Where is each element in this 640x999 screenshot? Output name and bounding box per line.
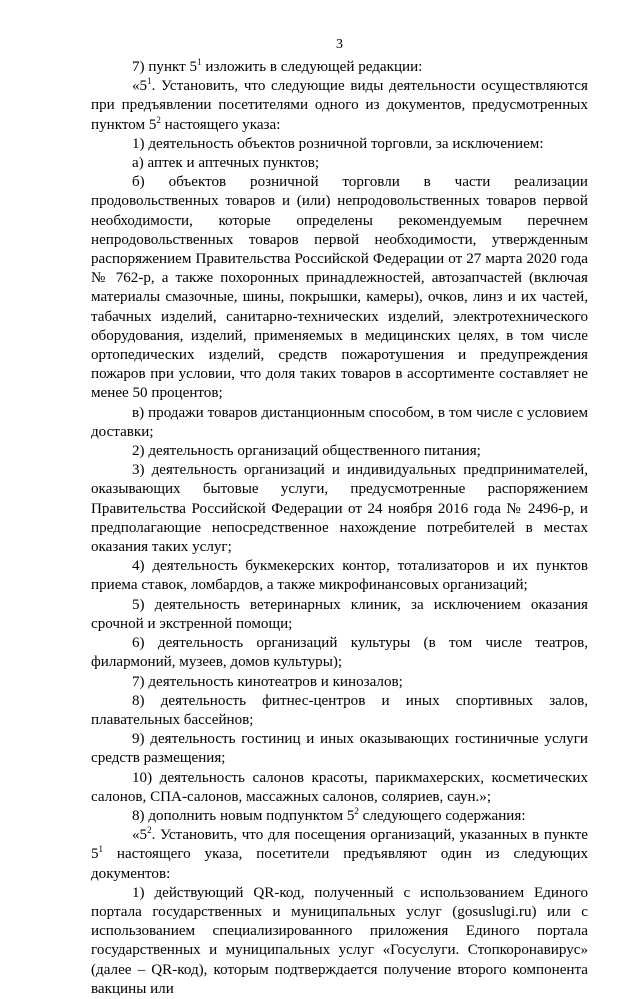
paragraph — [91, 769, 588, 807]
paragraph-text: 7) пункт 5 — [132, 59, 198, 75]
paragraph — [91, 826, 588, 884]
paragraph-text: 1) деятельность объектов розничной торговли, за исключением: — [132, 135, 544, 152]
superscript: 1 — [197, 57, 202, 67]
paragraph-text: 10) деятельность салонов красоты, парикмахерских, косметических салонов, СПА-салонов, массажных салонов, соляриев, саун.»; — [91, 769, 588, 805]
paragraph-text: 9) деятельность гостиниц и иных оказывающих гостиничные услуги средств размещения; — [91, 731, 588, 767]
paragraph-text: 8) деятельность фитнес-центров и иных спортивных залов, плавательных бассейнов; — [91, 692, 588, 728]
superscript: 2 — [147, 825, 152, 836]
paragraph-text: а) аптек и аптечных пунктов; — [132, 155, 320, 172]
paragraph-text: в) продажи товаров дистанционным способом, в том числе с условием доставки; — [91, 404, 588, 440]
paragraph — [91, 404, 588, 442]
paragraph — [91, 730, 588, 768]
paragraph-text: б) объектов розничной торговли в части реализации продовольственных товаров и (или) непродовольственных товаров первой необходимости, которые определены рекомендуемым перечнем непродовольственных товаров первой необходимости, утвержденным распоряжением Правительства Российской Федерации от 27 марта 2020 года № 762-р, а также похоронных принадлежностей, автозапчастей (включая материалы смазочные, шины, покрышки, камеры), очков, линз и их частей, табачных изделий, санитарно-технических изделий, электротехнического оборудования, изделий, применяемых в медицинских целях, в том числе ортопедических изделий, средств пожаротушения и предупреждения пожаров при условии, что доля таких товаров в ассортименте составляет не менее 50 процентов; — [91, 174, 588, 402]
paragraph-text: «5 — [132, 827, 148, 844]
paragraph-text: 7) деятельность кинотеатров и кинозалов; — [132, 673, 403, 690]
paragraph-text: 3) деятельность организаций и индивидуальных предпринимателей, оказывающих бытовые услуги, предусмотренные распоряжением Правительства Российской Федерации от 24 ноября 2016 года № 2496-р, и предполагающие непосредственное нахождение потребителей в местах оказания таких услуг; — [91, 462, 588, 556]
paragraph-text: 4) деятельность букмекерских контор, тотализаторов и их пунктов приема ставок, ломбардов, а также микрофинансовых организаций; — [91, 558, 588, 594]
paragraph-text: настоящего указа, посетители предъявляют один из следующих документов: — [91, 846, 588, 882]
paragraph — [91, 596, 588, 634]
paragraph — [91, 173, 588, 403]
paragraph-text: . Установить, что для посещения организаций, указанных в пункте 5 — [91, 827, 588, 863]
paragraph-text: 5) деятельность ветеринарных клиник, за исключением оказания срочной и экстренной помощи; — [91, 596, 588, 632]
paragraph — [91, 884, 588, 999]
paragraph-text: 1) действующий QR-код, полученный с использованием Единого портала государственных и муниципальных услуг (gosuslugi.ru) или с использованием специализированного приложения Единого портала государственных и муниципальных услуг «Госуслуги. Стопкоронавирус» (далее – QR-код), которым подтверждается получение второго компонента вакцины или — [91, 884, 588, 997]
paragraph — [91, 461, 588, 557]
paragraph — [91, 154, 588, 173]
paragraph-text: . Установить, что следующие виды деятельности осуществляются при предъявлении посетителями одного из документов, предусмотренных пунктом 5 — [91, 78, 588, 133]
paragraph — [91, 557, 588, 595]
paragraph — [91, 692, 588, 730]
paragraph — [91, 442, 588, 461]
document-body — [91, 58, 588, 999]
paragraph — [91, 634, 588, 672]
superscript: 2 — [354, 805, 359, 816]
page-number: 3 — [336, 37, 343, 52]
paragraph-text: 8) дополнить новым подпунктом 5 — [132, 807, 355, 824]
paragraph — [91, 673, 588, 692]
paragraph — [91, 77, 588, 135]
paragraph — [91, 807, 588, 826]
superscript: 1 — [98, 844, 104, 855]
superscript: 1 — [147, 76, 152, 87]
paragraph-text: 6) деятельность организаций культуры (в том числе театров, филармоний, музеев, домов культуры); — [91, 635, 588, 671]
paragraph-text: изложить в следующей редакции: — [201, 59, 423, 75]
paragraph-text: следующего содержания: — [358, 807, 526, 824]
paragraph-text: настоящего указа: — [160, 116, 281, 133]
paragraph — [91, 58, 588, 77]
paragraph — [91, 135, 588, 154]
paragraph-text: «5 — [132, 78, 148, 95]
superscript: 2 — [156, 114, 161, 125]
paragraph-text: 2) деятельность организаций общественного питания; — [132, 443, 481, 460]
